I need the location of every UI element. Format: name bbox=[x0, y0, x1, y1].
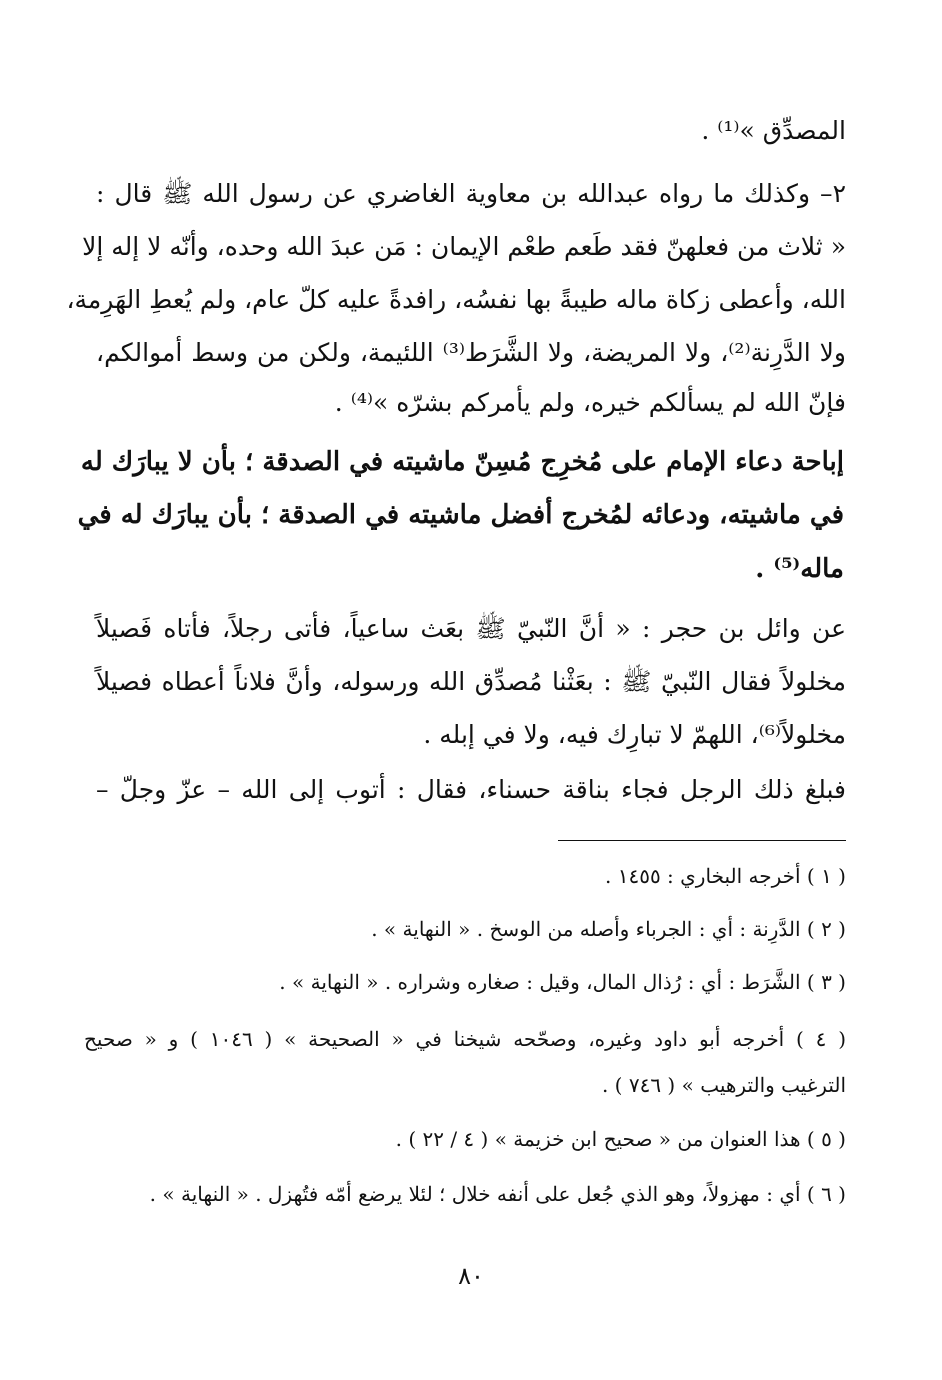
text-line: فبلغ ذلك الرجل فجاء بناقة حسناء، فقال : أتوب إلى الله – عزّ وجلّ – bbox=[96, 775, 846, 804]
section-heading-line: إباحة دعاء الإمام على مُخرِج مُسِنّ ماشيته في الصدقة ؛ بأن لا يبارَك له bbox=[80, 447, 844, 477]
text-line: « ثلاث من فعلهنّ فقد طَعم طعْم الإيمان : مَن عبدَ الله وحده، وأنّه لا إله إلا bbox=[82, 232, 846, 261]
footnote: ( ٦ ) أي : مهزولاً، وهو الذي جُعل على أنفه خلال ؛ لئلا يرضع أمّه فتُهزل . « النهاية » . bbox=[149, 1182, 846, 1206]
footnote: ( ٤ ) أخرجه أبو داود وغيره، وصحّحه شيخنا في « الصحيحة » ( ١٠٤٦ ) و « صحيح bbox=[84, 1027, 846, 1051]
text-line: ولا الدَّرِنة⁽²⁾، ولا المريضة، ولا الشَّرَط⁽³⁾ اللئيمة، ولكن من وسط أموالكم، bbox=[96, 338, 846, 367]
footnote: ( ٢ ) الدَّرِنة : أي : الجرباء وأصله من الوسخ . « النهاية » . bbox=[371, 917, 846, 941]
footnote: ( ٥ ) هذا العنوان من « صحيح ابن خزيمة » ( ٤ / ٢٢ ) . bbox=[395, 1127, 846, 1151]
text-line: فإنّ الله لم يسألكم خيره، ولم يأمركم بشرّه »⁽⁴⁾ . bbox=[334, 388, 846, 417]
text-line: المصدِّق »⁽¹⁾ . bbox=[701, 116, 846, 145]
footnote: ( ٣ ) الشَّرَط : أي : رُذال المال، وقيل : صغاره وشراره . « النهاية » . bbox=[279, 970, 846, 994]
page-number: ٨٠ bbox=[458, 1262, 484, 1290]
section-heading-line: في ماشيته، ودعائه لمُخرج أفضل ماشيته في الصدقة ؛ بأن يبارَك له في bbox=[77, 500, 844, 530]
text-line: الله، وأعطى زكاة ماله طيبةً بها نفسُه، رافدةً عليه كلّ عام، ولم يُعطِ الهَرِمة، bbox=[66, 285, 846, 314]
text-line: ٢– وكذلك ما رواه عبدالله بن معاوية الغاضري عن رسول الله ﷺ قال : bbox=[96, 179, 846, 208]
text-line: مخلولاً فقال النّبيّ ﷺ : بعَثْنا مُصدِّق الله ورسوله، وأنَّ فلاناً أعطاه فصيلاً bbox=[96, 667, 846, 696]
footnote: ( ١ ) أخرجه البخاري : ١٤٥٥ . bbox=[605, 864, 846, 888]
footnote-continuation: الترغيب والترهيب » ( ٧٤٦ ) . bbox=[601, 1073, 846, 1097]
text-line: عن وائل بن حجر : « أنَّ النّبيّ ﷺ بعَث ساعياً، فأتى رجلاً، فأتاه فَصيلاً bbox=[96, 614, 846, 643]
section-heading-line: ماله⁽⁵⁾ . bbox=[755, 554, 844, 584]
text-line: مخلولاً⁽⁶⁾، اللهمّ لا تبارِك فيه، ولا في إبله . bbox=[423, 720, 846, 749]
footnote-divider bbox=[558, 840, 846, 841]
